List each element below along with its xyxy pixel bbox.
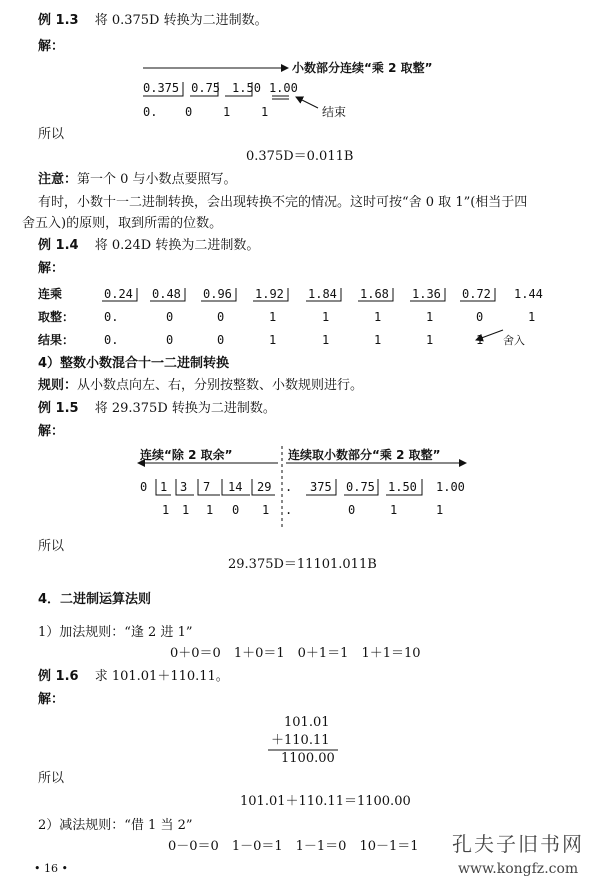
ex15-bottom-value: 1 — [206, 503, 214, 517]
arrow-note: 小数部分连续“乘 2 取整” — [292, 61, 433, 75]
ex15-bottom-value: 1 — [436, 503, 444, 517]
example-text: 将 29.375D 转换为二进制数。 — [94, 401, 276, 416]
example-text: 将 0.24D 转换为二进制数。 — [94, 238, 260, 253]
note-text: 第一个 0 与小数点要照写。 — [77, 172, 237, 187]
solution-label: 解： — [38, 424, 65, 439]
ex13-digit: 1 — [261, 105, 269, 119]
ex13-value: 0.75 — [191, 81, 221, 95]
ex13-digit: 0 — [185, 105, 193, 119]
section-heading-4: 4．二进制运算法则 — [38, 592, 152, 607]
suoyi: 所以 — [38, 771, 65, 786]
example-label: 例 1.6 — [38, 669, 79, 684]
watermark-url: www.kongfz.com — [458, 861, 579, 877]
ex13-digit: 1 — [223, 105, 231, 119]
lianchen-value: 0.48 — [152, 287, 181, 301]
lianchen-value: 1.84 — [308, 287, 337, 301]
ex13-brackets — [143, 82, 289, 99]
lianchen-value: 1.68 — [360, 287, 389, 301]
ex15-bottom-value: 1 — [162, 503, 170, 517]
lianchen-value: 0.96 — [203, 287, 232, 301]
ex15-top-value: 1.50 — [388, 480, 417, 494]
end-arrow — [296, 97, 318, 108]
jieguo-value: 1 — [322, 333, 330, 347]
addend-b: ＋110.11 — [271, 733, 330, 748]
page-number: • 16 • — [34, 862, 68, 875]
example-text: 将 0.375D 转换为二进制数。 — [94, 13, 268, 28]
quzheng-value: 0 — [217, 310, 225, 324]
lianchen-value: 0.72 — [462, 287, 491, 301]
jieguo-value: 1 — [476, 333, 484, 347]
quzheng-value: 0 — [476, 310, 484, 324]
rule-label: 规则： — [38, 378, 78, 393]
round-arrow — [476, 330, 503, 340]
ex15-bottom-value: 1 — [390, 503, 398, 517]
solution-label: 解： — [38, 39, 65, 54]
ex15-left-label: 连续“除 2 取余” — [140, 448, 233, 462]
ex13-result: 0.375D＝0.011B — [246, 149, 354, 164]
jieguo-value: 0 — [217, 333, 225, 347]
ex15-top-value: 1.00 — [436, 480, 465, 494]
watermark-brand: 孔夫子旧书网 — [452, 832, 584, 856]
jieguo-value: 1 — [374, 333, 382, 347]
solution-label: 解： — [38, 692, 65, 707]
ex15-bottom-value: 1 — [262, 503, 270, 517]
sub-rule-title: 2）减法规则：“借 1 当 2” — [38, 818, 193, 833]
ex13-value: 1.50 — [232, 81, 261, 95]
ex15-right-label: 连续取小数部分“乘 2 取整” — [288, 448, 441, 462]
jieguo-value: 1 — [269, 333, 277, 347]
add-rules: 0＋0＝0 1＋0＝1 0＋1＝1 1＋1＝10 — [170, 646, 421, 661]
rule-text: 从小数点向左、右，分别按整数、小数规则进行。 — [77, 378, 364, 393]
note-label: 注意： — [38, 172, 78, 187]
ex15-top-value: 29 — [257, 480, 272, 494]
ex16-result: 101.01＋110.11＝1100.00 — [240, 794, 411, 809]
add-rule-title: 1）加法规则：“逢 2 进 1” — [38, 625, 193, 640]
suoyi: 所以 — [38, 127, 65, 142]
para-line-2: 舍五入)的原则，取到所需的位数。 — [22, 216, 223, 231]
ex13-digit: 0. — [143, 105, 158, 119]
round-note: 舍入 — [503, 334, 525, 347]
ex15-top-value: 1 — [160, 480, 168, 494]
example-label: 例 1.4 — [38, 238, 79, 253]
ex15-top-value: 0 — [140, 480, 148, 494]
para-line-1: 有时，小数十一二进制转换，会出现转换不完的情况。这时可按“舍 0 取 1”(相当于四 — [38, 195, 528, 210]
example-text: 求 101.01＋110.11。 — [94, 669, 229, 684]
quzheng-value: 1 — [374, 310, 382, 324]
ex15-top-value: 3 — [180, 480, 188, 494]
lianchen-value: 1.36 — [412, 287, 441, 301]
ex15-bottom-value: 0 — [348, 503, 356, 517]
lianchen-value: 1.92 — [255, 287, 284, 301]
ex15-top-value: 0.75 — [346, 480, 375, 494]
quzheng-value: 1 — [528, 310, 536, 324]
quzheng-value: 0 — [166, 310, 174, 324]
lianchen-value: 0.24 — [104, 287, 133, 301]
end-note: 结束 — [322, 105, 347, 119]
solution-label: 解： — [38, 261, 65, 276]
row-label-lianchen: 连乘 — [38, 287, 63, 301]
quzheng-value: 1 — [426, 310, 434, 324]
suoyi: 所以 — [38, 539, 65, 554]
jieguo-value: 0 — [166, 333, 174, 347]
quzheng-value: 1 — [322, 310, 330, 324]
example-label: 例 1.3 — [38, 13, 79, 28]
addend-a: 101.01 — [284, 715, 330, 730]
ex15-bottom-value: 1 — [182, 503, 190, 517]
ex15-bottom-value: . — [285, 503, 293, 517]
jieguo-value: 0. — [104, 333, 119, 347]
ex15-top-value: . — [285, 480, 293, 494]
ex15-bottom-value: 0 — [232, 503, 240, 517]
example-label: 例 1.5 — [38, 401, 79, 416]
lianchen-value: 1.44 — [514, 287, 543, 301]
ex13-value: 1.00 — [268, 81, 298, 95]
sub-rules: 0－0＝0 1－0＝1 1－1＝0 10－1＝1 — [168, 839, 419, 854]
ex15-top-value: 7 — [203, 480, 211, 494]
row-label-jieguo: 结果： — [38, 333, 75, 347]
jieguo-value: 1 — [426, 333, 434, 347]
ex13-value: 0.375 — [143, 81, 180, 95]
ex15-top-value: 14 — [228, 480, 243, 494]
ex15-result: 29.375D＝11101.011B — [228, 557, 377, 572]
quzheng-value: 0. — [104, 310, 119, 324]
quzheng-value: 1 — [269, 310, 277, 324]
section-heading: 4）整数小数混合十一二进制转换 — [38, 356, 230, 371]
ex15-top-value: 375 — [310, 480, 332, 494]
sum: 1100.00 — [281, 751, 335, 766]
row-label-quzheng: 取整： — [38, 310, 75, 324]
